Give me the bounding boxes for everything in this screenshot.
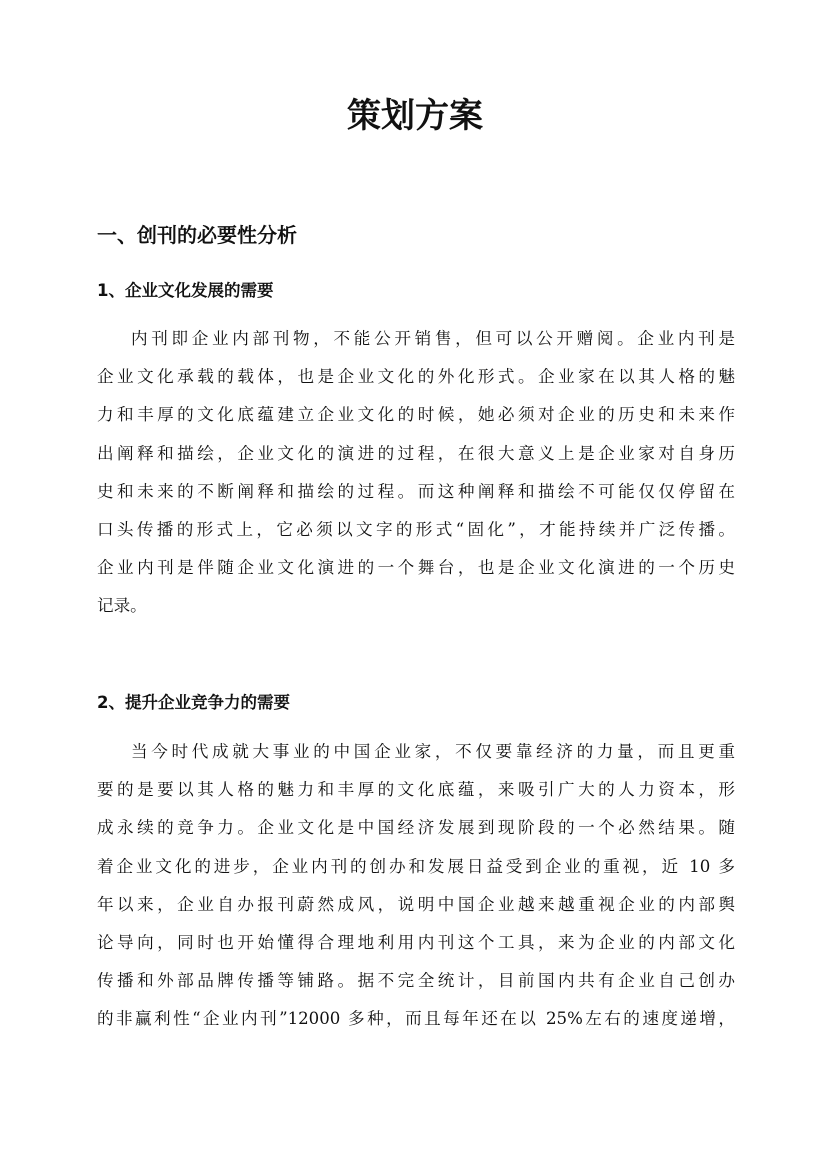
paragraph-line: 年以来，企业自办报刊蔚然成风，说明中国企业越来越重视企业的内部舆 xyxy=(97,894,735,914)
paragraph-line: 当今时代成就大事业的中国企业家，不仅要靠经济的力量，而且更重 xyxy=(131,742,735,761)
paragraph-1 xyxy=(97,320,735,626)
paragraph-line: 口头传播的形式上，它必须以文字的形式“固化”，才能持续并广泛传播。 xyxy=(97,519,735,539)
document-title: 策划方案 xyxy=(347,96,483,136)
paragraph-line: 要的是要以其人格的魅力和丰厚的文化底蕴，来吸引广大的人力资本，形 xyxy=(97,780,735,800)
paragraph-line: 企业文化承载的载体，也是企业文化的外化形式。企业家在以其人格的魅 xyxy=(97,367,735,387)
paragraph-line: 成永续的竞争力。企业文化是中国经济发展到现阶段的一个必然结果。随 xyxy=(97,818,735,838)
paragraph-line: 史和未来的不断阐释和描绘的过程。而这种阐释和描绘不可能仅仅停留在 xyxy=(97,481,735,501)
paragraph-line: 传播和外部品牌传播等铺路。据不完全统计，目前国内共有企业自己创办 xyxy=(97,971,735,991)
paragraph-2 xyxy=(97,733,735,1039)
paragraph-line: 内刊即企业内部刊物，不能公开销售，但可以公开赠阅。企业内刊是 xyxy=(131,329,735,348)
paragraph-line: 出阐释和描绘，企业文化的演进的过程，在很大意义上是企业家对自身历 xyxy=(97,443,735,463)
paragraph-line: 着企业文化的进步，企业内刊的创办和发展日益受到企业的重视，近 10 多 xyxy=(97,856,735,876)
paragraph-line: 记录。 xyxy=(97,596,147,616)
section-heading: 一、创刊的必要性分析 xyxy=(97,223,297,247)
subsection-heading-1: 1、企业文化发展的需要 xyxy=(97,281,274,300)
paragraph-line: 的非赢利性“企业内刊”12000 多种，而且每年还在以 25%左右的速度递增， xyxy=(97,1009,735,1029)
paragraph-line: 论导向，同时也开始懂得合理地利用内刊这个工具，来为企业的内部文化 xyxy=(97,932,735,952)
paragraph-line: 力和丰厚的文化底蕴建立企业文化的时候，她必须对企业的历史和未来作 xyxy=(97,405,735,425)
subsection-heading-2: 2、提升企业竞争力的需要 xyxy=(97,693,290,712)
paragraph-line: 企业内刊是伴随企业文化演进的一个舞台，也是企业文化演进的一个历史 xyxy=(97,558,735,578)
